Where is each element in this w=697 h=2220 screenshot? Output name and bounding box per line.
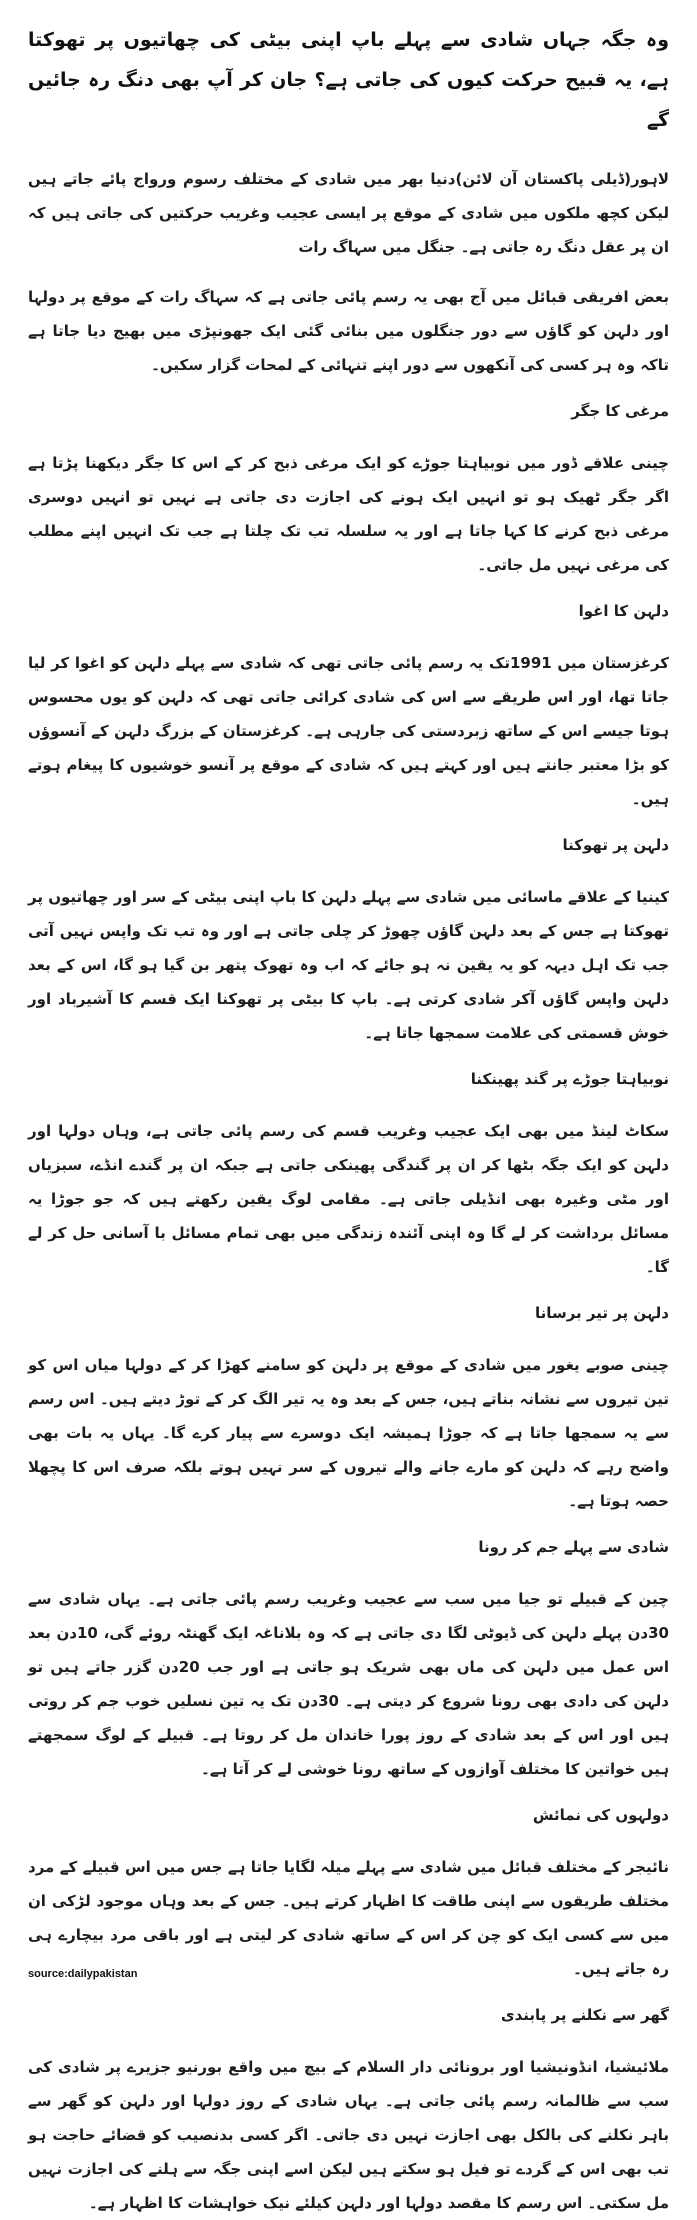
- section-heading: دلہن کا اغوا: [578, 602, 669, 620]
- intro-paragraph: بعض افریقی قبائل میں آج بھی یہ رسم پائی جاتی ہے کہ سہاگ رات کے موقع پر دولہا اور دلہن کو گاﺅں سے دور جنگلوں میں بنائی گئی ایک جھونپڑی میں بھیج دیا جاتا ہے تاکہ وہ ہر کسی کی آنکھوں سے دور اپنے تنہائی کے لمحات گزار سکیں۔: [28, 288, 669, 374]
- section-paragraph: چین کے قبیلے تو جیا میں سب سے عجیب وغریب رسم پائی جاتی ہے۔ یہاں شادی سے 30دن پہلے دلہن کی ڈیوٹی لگا دی جاتی ہے کہ وہ بلاناغہ ایک گھنٹہ روئے گی، 10دن بعد اس عمل میں دلہن کی ماں بھی شریک ہو جاتی ہے اور جب 20دن گزر جاتے ہیں تو دلہن کی دادی بھی رونا شروع کر دیتی ہے۔ 30دن تک یہ تین نسلیں خوب جم کر روتی ہیں اور اس کے بعد شادی کے روز پورا خاندان مل کر روتا ہے۔ قبیلے کے لوگ سمجھتے ہیں خواتین کا مختلف آوازوں کے ساتھ رونا خوشی لے کر آتا ہے۔: [28, 1590, 669, 1778]
- section-heading: دلہن پر تیر برسانا: [535, 1304, 669, 1322]
- intro-paragraph: لاہور(ڈیلی پاکستان آن لائن)دنیا بھر میں شادی کے مختلف رسوم ورواج پائے جاتے ہیں لیکن کچھ ملکوں میں شادی کے موقع پر ایسی عجیب وغریب حرکتیں کی جاتی ہیں کہ ان پر عقل دنگ رہ جاتی ہے۔ جنگل میں سہاگ رات: [28, 170, 669, 256]
- section-heading: دلہن پر تھوکنا: [562, 836, 669, 854]
- section-paragraph: نائیجر کے مختلف قبائل میں شادی سے پہلے میلہ لگایا جاتا ہے جس میں اس قبیلے کے مرد مختلف طریقوں سے اپنی طاقت کا اظہار کرتے ہیں۔ جس کے بعد وہاں موجود لڑکی ان میں سے کسی ایک کو چن کر اس کے ساتھ شادی کر لیتی ہے اور باقی مرد بیچارے ہی رہ جاتے ہیں۔: [28, 1858, 669, 1978]
- section-heading: شادی سے پہلے جم کر رونا: [478, 1538, 669, 1556]
- section-heading: نوبیاہتا جوڑے پر گند پھینکنا: [470, 1070, 669, 1088]
- article-title: وہ جگہ جہاں شادی سے پہلے باپ اپنی بیٹی کی چھاتیوں پر تھوکتا ہے، یہ قبیح حرکت کیوں کی جاتی ہے؟ جان کر آپ بھی دنگ رہ جائیں گے: [28, 29, 669, 131]
- section-heading: دولہوں کی نمائش: [532, 1806, 669, 1824]
- section-paragraph: ملائیشیا، انڈونیشیا اور برونائی دار السلام کے بیچ میں واقع بورنیو جزیرے پر شادی کی سب سے ظالمانہ رسم پائی جاتی ہے۔ یہاں شادی کے روز دولہا اور دلہن کو گھر سے باہر نکلنے کی بالکل بھی اجازت نہیں دی جاتی۔ اگر کسی بدنصیب کو قضائے حاجت ہو تب بھی اس کے گردے تو فیل ہو سکتے ہیں لیکن اسے اپنی جگہ سے ہلنے کی اجازت نہیں مل سکتی۔ اس رسم کا مقصد دولہا اور دلہن کیلئے نیک خواہشات کا اظہار ہے۔: [28, 2058, 669, 2212]
- section-paragraph: کینیا کے علاقے ماسائی میں شادی سے پہلے دلہن کا باپ اپنی بیٹی کے سر اور چھاتیوں پر تھوکتا ہے جس کے بعد دلہن گاﺅں چھوڑ کر چلی جاتی ہے اور وہ تب تک واپس نہیں آتی جب تک اہل دیہہ کو یہ یقین نہ ہو جائے کہ اب وہ تھوک پتھر بن گیا ہو گا، اس کے بعد دلہن واپس گاﺅں آکر شادی کرتی ہے۔ باپ کا بیٹی پر تھوکنا ایک قسم کا آشیرباد اور خوش قسمتی کی علامت سمجھا جاتا ہے۔: [28, 888, 669, 1042]
- section-paragraph: کرغزستان میں 1991تک یہ رسم پائی جاتی تھی کہ شادی سے پہلے دلہن کو اغوا کر لیا جاتا تھا، اور اس طریقے سے اس کی شادی کرائی جاتی تھی کہ دلہن کو یوں محسوس ہوتا جیسے اس کے ساتھ زبردستی کی جارہی ہے۔ کرغزستان کے بزرگ دلہن کے آنسوﺅں کو بڑا معتبر جانتے ہیں اور کہتے ہیں کہ شادی کے موقع پر آنسو خوشیوں کا پیغام ہوتے ہیں۔: [28, 654, 670, 808]
- section-paragraph: سکاٹ لینڈ میں بھی ایک عجیب وغریب قسم کی رسم پائی جاتی ہے، وہاں دولہا اور دلہن کو ایک جگہ بٹھا کر ان پر گندگی پھینکی جاتی ہے جبکہ ان پر گندے انڈے، سبزیاں اور مٹی وغیرہ بھی انڈیلی جاتی ہے۔ مقامی لوگ یقین رکھتے ہیں کہ جو جوڑا یہ مسائل برداشت کر لے گا وہ اپنی آئندہ زندگی میں بھی تمام مسائل با آسانی حل کر لے گا۔: [28, 1122, 669, 1276]
- source-credit: source:dailypakistan: [28, 1968, 138, 1980]
- section-heading: گھر سے نکلنے پر پابندی: [500, 2006, 669, 2024]
- section-paragraph: چینی علاقے ڈور میں نوبیاہتا جوڑے کو ایک مرغی ذبح کر کے اس کا جگر دیکھنا پڑتا ہے اگر جگر ٹھیک ہو تو انہیں ایک ہونے کی اجازت دی جاتی ہے نہیں تو انہیں دوسری مرغی ذبح کرنے کا کہا جاتا ہے اور یہ سلسلہ تب تک چلتا ہے جب تک انہیں اپنے مطلب کی مرغی نہیں مل جاتی۔: [28, 454, 669, 574]
- section-heading: مرغی کا جگر: [571, 402, 669, 420]
- section-paragraph: چینی صوبے یغور میں شادی کے موقع پر دلہن کو سامنے کھڑا کر کے دولہا میاں اس کو تین تیروں سے نشانہ بناتے ہیں، جس کے بعد وہ یہ تیر الگ کر کے توڑ دیتے ہیں۔ اس رسم سے یہ سمجھا جاتا ہے کہ جوڑا ہمیشہ ایک دوسرے سے پیار کرے گا۔ یہاں یہ بات بھی واضح رہے کہ دلہن کو مارے جانے والے تیروں کے سر نہیں ہوتے بلکہ صرف اس کا پچھلا حصہ ہوتا ہے۔: [28, 1356, 669, 1510]
